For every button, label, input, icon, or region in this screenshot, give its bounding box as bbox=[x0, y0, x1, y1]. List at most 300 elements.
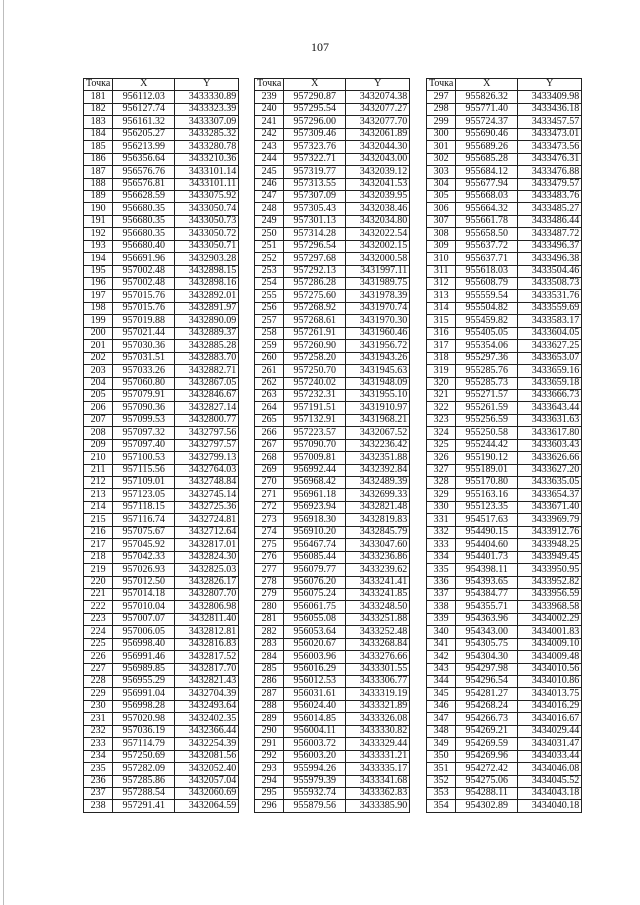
y-coordinate-cell: 3432392.84 bbox=[346, 464, 410, 476]
point-number-cell: 258 bbox=[255, 327, 284, 339]
header-x: X bbox=[113, 79, 175, 91]
table-row bbox=[84, 215, 239, 227]
table-row bbox=[427, 676, 582, 688]
point-number-cell: 201 bbox=[84, 340, 113, 352]
point-number-cell: 205 bbox=[84, 389, 113, 401]
table-row bbox=[84, 340, 239, 352]
y-coordinate-cell: 3433604.05 bbox=[518, 327, 582, 339]
point-number-cell: 335 bbox=[427, 564, 456, 576]
x-coordinate-cell: 954269.96 bbox=[456, 750, 518, 762]
x-coordinate-cell: 956955.29 bbox=[113, 676, 175, 688]
table-row bbox=[427, 713, 582, 725]
table-row bbox=[84, 228, 239, 240]
point-number-cell: 284 bbox=[255, 651, 284, 663]
x-coordinate-cell: 956055.08 bbox=[284, 613, 346, 625]
point-number-cell: 296 bbox=[255, 800, 284, 812]
x-coordinate-cell: 956680.35 bbox=[113, 228, 175, 240]
x-coordinate-cell: 955190.12 bbox=[456, 452, 518, 464]
point-number-cell: 204 bbox=[84, 377, 113, 389]
x-coordinate-cell: 955724.37 bbox=[456, 116, 518, 128]
x-coordinate-cell: 957291.41 bbox=[113, 800, 175, 812]
table-row bbox=[84, 265, 239, 277]
table-row bbox=[427, 402, 582, 414]
x-coordinate-cell: 957097.40 bbox=[113, 439, 175, 451]
x-coordinate-cell: 954355.71 bbox=[456, 601, 518, 613]
table-row bbox=[84, 676, 239, 688]
table-row bbox=[84, 489, 239, 501]
point-number-cell: 231 bbox=[84, 713, 113, 725]
table-row bbox=[427, 377, 582, 389]
point-number-cell: 338 bbox=[427, 601, 456, 613]
x-coordinate-cell: 957123.05 bbox=[113, 489, 175, 501]
point-number-cell: 224 bbox=[84, 626, 113, 638]
x-coordinate-cell: 957282.09 bbox=[113, 763, 175, 775]
y-coordinate-cell: 3432867.05 bbox=[175, 377, 239, 389]
point-number-cell: 249 bbox=[255, 215, 284, 227]
x-coordinate-cell: 957090.70 bbox=[284, 439, 346, 451]
y-coordinate-cell: 3433653.07 bbox=[518, 352, 582, 364]
y-coordinate-cell: 3433239.62 bbox=[346, 564, 410, 576]
table-row bbox=[84, 464, 239, 476]
x-coordinate-cell: 954363.96 bbox=[456, 613, 518, 625]
y-coordinate-cell: 3432074.38 bbox=[346, 91, 410, 103]
x-coordinate-cell: 954490.15 bbox=[456, 526, 518, 538]
x-coordinate-cell: 954281.27 bbox=[456, 688, 518, 700]
table-row bbox=[84, 315, 239, 327]
table-row bbox=[427, 302, 582, 314]
x-coordinate-cell: 955979.39 bbox=[284, 775, 346, 787]
y-coordinate-cell: 3432057.04 bbox=[175, 775, 239, 787]
y-coordinate-cell: 3433306.77 bbox=[346, 676, 410, 688]
x-coordinate-cell: 957015.76 bbox=[113, 290, 175, 302]
x-coordinate-cell: 957290.87 bbox=[284, 91, 346, 103]
point-number-cell: 353 bbox=[427, 787, 456, 799]
x-coordinate-cell: 957109.01 bbox=[113, 477, 175, 489]
x-coordinate-cell: 957099.53 bbox=[113, 414, 175, 426]
x-coordinate-cell: 957006.05 bbox=[113, 626, 175, 638]
point-number-cell: 350 bbox=[427, 750, 456, 762]
x-coordinate-cell: 954343.00 bbox=[456, 626, 518, 638]
table-row bbox=[255, 651, 410, 663]
x-coordinate-cell: 955163.16 bbox=[456, 489, 518, 501]
point-number-cell: 194 bbox=[84, 253, 113, 265]
point-number-cell: 262 bbox=[255, 377, 284, 389]
x-coordinate-cell: 954288.11 bbox=[456, 787, 518, 799]
table-row bbox=[84, 278, 239, 290]
table-row bbox=[84, 763, 239, 775]
table-row bbox=[427, 551, 582, 563]
table-row bbox=[84, 713, 239, 725]
y-coordinate-cell: 3432038.46 bbox=[346, 203, 410, 215]
point-number-cell: 237 bbox=[84, 787, 113, 799]
y-coordinate-cell: 3434002.29 bbox=[518, 613, 582, 625]
x-coordinate-cell: 957240.02 bbox=[284, 377, 346, 389]
x-coordinate-cell: 957258.20 bbox=[284, 352, 346, 364]
point-number-cell: 211 bbox=[84, 464, 113, 476]
y-coordinate-cell: 3432891.97 bbox=[175, 302, 239, 314]
table-row bbox=[84, 613, 239, 625]
table-row bbox=[255, 713, 410, 725]
table-row bbox=[427, 638, 582, 650]
y-coordinate-cell: 3432044.30 bbox=[346, 141, 410, 153]
point-number-cell: 278 bbox=[255, 576, 284, 588]
point-number-cell: 203 bbox=[84, 365, 113, 377]
table-row bbox=[427, 315, 582, 327]
x-coordinate-cell: 957115.56 bbox=[113, 464, 175, 476]
table-row bbox=[255, 91, 410, 103]
x-coordinate-cell: 955668.03 bbox=[456, 190, 518, 202]
y-coordinate-cell: 3432819.83 bbox=[346, 514, 410, 526]
point-number-cell: 272 bbox=[255, 501, 284, 513]
point-number-cell: 236 bbox=[84, 775, 113, 787]
y-coordinate-cell: 3431948.09 bbox=[346, 377, 410, 389]
point-number-cell: 191 bbox=[84, 215, 113, 227]
point-number-cell: 232 bbox=[84, 725, 113, 737]
y-coordinate-cell: 3432817.01 bbox=[175, 539, 239, 551]
point-number-cell: 230 bbox=[84, 700, 113, 712]
y-coordinate-cell: 3433326.08 bbox=[346, 713, 410, 725]
table-row bbox=[84, 738, 239, 750]
point-number-cell: 228 bbox=[84, 676, 113, 688]
y-coordinate-cell: 3433248.50 bbox=[346, 601, 410, 613]
x-coordinate-cell: 954517.63 bbox=[456, 514, 518, 526]
y-coordinate-cell: 3432236.42 bbox=[346, 439, 410, 451]
point-number-cell: 193 bbox=[84, 240, 113, 252]
table-row bbox=[84, 377, 239, 389]
x-coordinate-cell: 955504.82 bbox=[456, 302, 518, 314]
point-number-cell: 300 bbox=[427, 128, 456, 140]
y-coordinate-cell: 3431978.39 bbox=[346, 290, 410, 302]
table-row bbox=[84, 601, 239, 613]
table-row bbox=[255, 601, 410, 613]
x-coordinate-cell: 957301.13 bbox=[284, 215, 346, 227]
table-header-row bbox=[255, 79, 410, 91]
table-row bbox=[427, 452, 582, 464]
y-coordinate-cell: 3433268.84 bbox=[346, 638, 410, 650]
table-row bbox=[427, 365, 582, 377]
y-coordinate-cell: 3433331.21 bbox=[346, 750, 410, 762]
table-row bbox=[84, 775, 239, 787]
header-y: Y bbox=[175, 79, 239, 91]
table-row bbox=[84, 178, 239, 190]
point-number-cell: 208 bbox=[84, 427, 113, 439]
y-coordinate-cell: 3432764.03 bbox=[175, 464, 239, 476]
x-coordinate-cell: 956576.81 bbox=[113, 178, 175, 190]
y-coordinate-cell: 3433626.66 bbox=[518, 452, 582, 464]
table-row bbox=[427, 775, 582, 787]
x-coordinate-cell: 957268.92 bbox=[284, 302, 346, 314]
y-coordinate-cell: 3432022.54 bbox=[346, 228, 410, 240]
y-coordinate-cell: 3432885.28 bbox=[175, 340, 239, 352]
x-coordinate-cell: 955690.46 bbox=[456, 128, 518, 140]
table-row bbox=[84, 389, 239, 401]
table-row bbox=[427, 153, 582, 165]
x-coordinate-cell: 956053.64 bbox=[284, 626, 346, 638]
x-coordinate-cell: 955297.36 bbox=[456, 352, 518, 364]
y-coordinate-cell: 3433047.60 bbox=[346, 539, 410, 551]
y-coordinate-cell: 3432903.28 bbox=[175, 253, 239, 265]
point-number-cell: 314 bbox=[427, 302, 456, 314]
x-coordinate-cell: 956356.64 bbox=[113, 153, 175, 165]
point-number-cell: 223 bbox=[84, 613, 113, 625]
x-coordinate-cell: 955170.80 bbox=[456, 477, 518, 489]
x-coordinate-cell: 955637.72 bbox=[456, 240, 518, 252]
x-coordinate-cell: 957250.70 bbox=[284, 365, 346, 377]
table-row bbox=[255, 315, 410, 327]
x-coordinate-cell: 957118.15 bbox=[113, 501, 175, 513]
y-coordinate-cell: 3432821.43 bbox=[175, 676, 239, 688]
table-row bbox=[255, 663, 410, 675]
point-number-cell: 246 bbox=[255, 178, 284, 190]
y-coordinate-cell: 3432041.53 bbox=[346, 178, 410, 190]
x-coordinate-cell: 955932.74 bbox=[284, 787, 346, 799]
x-coordinate-cell: 957060.80 bbox=[113, 377, 175, 389]
x-coordinate-cell: 954401.73 bbox=[456, 551, 518, 563]
table-row bbox=[84, 651, 239, 663]
y-coordinate-cell: 3432797.56 bbox=[175, 427, 239, 439]
y-coordinate-cell: 3433241.85 bbox=[346, 588, 410, 600]
y-coordinate-cell: 3432883.70 bbox=[175, 352, 239, 364]
table-row bbox=[255, 700, 410, 712]
table-row bbox=[84, 128, 239, 140]
x-coordinate-cell: 956085.44 bbox=[284, 551, 346, 563]
x-coordinate-cell: 956680.40 bbox=[113, 240, 175, 252]
table-row bbox=[255, 352, 410, 364]
table-row bbox=[427, 601, 582, 613]
point-number-cell: 198 bbox=[84, 302, 113, 314]
y-coordinate-cell: 3434009.10 bbox=[518, 638, 582, 650]
point-number-cell: 343 bbox=[427, 663, 456, 675]
point-number-cell: 291 bbox=[255, 738, 284, 750]
table-row bbox=[84, 166, 239, 178]
y-coordinate-cell: 3432812.81 bbox=[175, 626, 239, 638]
y-coordinate-cell: 3433950.95 bbox=[518, 564, 582, 576]
y-coordinate-cell: 3432800.77 bbox=[175, 414, 239, 426]
point-number-cell: 235 bbox=[84, 763, 113, 775]
x-coordinate-cell: 957319.77 bbox=[284, 166, 346, 178]
x-coordinate-cell: 955661.78 bbox=[456, 215, 518, 227]
point-number-cell: 275 bbox=[255, 539, 284, 551]
y-coordinate-cell: 3433483.76 bbox=[518, 190, 582, 202]
table-row bbox=[255, 427, 410, 439]
x-coordinate-cell: 957232.31 bbox=[284, 389, 346, 401]
point-number-cell: 332 bbox=[427, 526, 456, 538]
y-coordinate-cell: 3434031.47 bbox=[518, 738, 582, 750]
table-row bbox=[255, 402, 410, 414]
x-coordinate-cell: 957079.91 bbox=[113, 389, 175, 401]
point-number-cell: 183 bbox=[84, 116, 113, 128]
point-number-cell: 286 bbox=[255, 676, 284, 688]
y-coordinate-cell: 3432704.39 bbox=[175, 688, 239, 700]
table-row bbox=[255, 638, 410, 650]
y-coordinate-cell: 3432825.03 bbox=[175, 564, 239, 576]
x-coordinate-cell: 957314.28 bbox=[284, 228, 346, 240]
x-coordinate-cell: 956576.76 bbox=[113, 166, 175, 178]
y-coordinate-cell: 3433330.82 bbox=[346, 725, 410, 737]
table-row bbox=[84, 501, 239, 513]
point-number-cell: 244 bbox=[255, 153, 284, 165]
y-coordinate-cell: 3433329.44 bbox=[346, 738, 410, 750]
point-number-cell: 192 bbox=[84, 228, 113, 240]
x-coordinate-cell: 956003.20 bbox=[284, 750, 346, 762]
x-coordinate-cell: 956020.67 bbox=[284, 638, 346, 650]
point-number-cell: 308 bbox=[427, 228, 456, 240]
point-number-cell: 184 bbox=[84, 128, 113, 140]
x-coordinate-cell: 957323.76 bbox=[284, 141, 346, 153]
point-number-cell: 261 bbox=[255, 365, 284, 377]
table-row bbox=[84, 153, 239, 165]
y-coordinate-cell: 3434016.29 bbox=[518, 700, 582, 712]
point-number-cell: 312 bbox=[427, 278, 456, 290]
x-coordinate-cell: 954269.21 bbox=[456, 725, 518, 737]
y-coordinate-cell: 3433912.76 bbox=[518, 526, 582, 538]
y-coordinate-cell: 3433476.31 bbox=[518, 153, 582, 165]
table-row bbox=[427, 750, 582, 762]
point-number-cell: 199 bbox=[84, 315, 113, 327]
table-row bbox=[84, 477, 239, 489]
table-row bbox=[84, 439, 239, 451]
x-coordinate-cell: 954296.54 bbox=[456, 676, 518, 688]
x-coordinate-cell: 957114.79 bbox=[113, 738, 175, 750]
point-number-cell: 240 bbox=[255, 103, 284, 115]
table-row bbox=[255, 103, 410, 115]
x-coordinate-cell: 956680.35 bbox=[113, 215, 175, 227]
x-coordinate-cell: 957191.51 bbox=[284, 402, 346, 414]
x-coordinate-cell: 955658.50 bbox=[456, 228, 518, 240]
x-coordinate-cell: 955559.54 bbox=[456, 290, 518, 302]
point-number-cell: 302 bbox=[427, 153, 456, 165]
point-number-cell: 270 bbox=[255, 477, 284, 489]
y-coordinate-cell: 3433659.18 bbox=[518, 377, 582, 389]
x-coordinate-cell: 957297.68 bbox=[284, 253, 346, 265]
y-coordinate-cell: 3432807.70 bbox=[175, 588, 239, 600]
point-number-cell: 352 bbox=[427, 775, 456, 787]
x-coordinate-cell: 957292.13 bbox=[284, 265, 346, 277]
x-coordinate-cell: 955405.05 bbox=[456, 327, 518, 339]
x-coordinate-cell: 957286.28 bbox=[284, 278, 346, 290]
point-number-cell: 187 bbox=[84, 166, 113, 178]
point-number-cell: 185 bbox=[84, 141, 113, 153]
x-coordinate-cell: 957014.18 bbox=[113, 588, 175, 600]
point-number-cell: 227 bbox=[84, 663, 113, 675]
point-number-cell: 225 bbox=[84, 638, 113, 650]
x-coordinate-cell: 955771.40 bbox=[456, 103, 518, 115]
point-number-cell: 229 bbox=[84, 688, 113, 700]
y-coordinate-cell: 3434033.44 bbox=[518, 750, 582, 762]
table-row bbox=[427, 763, 582, 775]
x-coordinate-cell: 954393.65 bbox=[456, 576, 518, 588]
x-coordinate-cell: 954305.75 bbox=[456, 638, 518, 650]
y-coordinate-cell: 3434040.18 bbox=[518, 800, 582, 812]
table-row bbox=[84, 526, 239, 538]
y-coordinate-cell: 3432892.01 bbox=[175, 290, 239, 302]
point-number-cell: 321 bbox=[427, 389, 456, 401]
point-number-cell: 260 bbox=[255, 352, 284, 364]
x-coordinate-cell: 956024.40 bbox=[284, 700, 346, 712]
x-coordinate-cell: 957020.98 bbox=[113, 713, 175, 725]
point-number-cell: 212 bbox=[84, 477, 113, 489]
y-coordinate-cell: 3433241.41 bbox=[346, 576, 410, 588]
point-number-cell: 301 bbox=[427, 141, 456, 153]
table-row bbox=[427, 439, 582, 451]
y-coordinate-cell: 3432064.59 bbox=[175, 800, 239, 812]
x-coordinate-cell: 957285.86 bbox=[113, 775, 175, 787]
y-coordinate-cell: 3432816.83 bbox=[175, 638, 239, 650]
x-coordinate-cell: 954398.11 bbox=[456, 564, 518, 576]
y-coordinate-cell: 3433050.72 bbox=[175, 228, 239, 240]
table-row bbox=[255, 278, 410, 290]
point-number-cell: 307 bbox=[427, 215, 456, 227]
table-row bbox=[84, 576, 239, 588]
point-number-cell: 182 bbox=[84, 103, 113, 115]
y-coordinate-cell: 3433321.89 bbox=[346, 700, 410, 712]
table-row bbox=[427, 626, 582, 638]
table-row bbox=[255, 489, 410, 501]
y-coordinate-cell: 3433627.20 bbox=[518, 464, 582, 476]
table-row bbox=[255, 539, 410, 551]
table-row bbox=[255, 253, 410, 265]
x-coordinate-cell: 957100.53 bbox=[113, 452, 175, 464]
x-coordinate-cell: 955684.12 bbox=[456, 166, 518, 178]
y-coordinate-cell: 3434016.67 bbox=[518, 713, 582, 725]
y-coordinate-cell: 3431970.74 bbox=[346, 302, 410, 314]
x-coordinate-cell: 957045.92 bbox=[113, 539, 175, 551]
y-coordinate-cell: 3433671.40 bbox=[518, 501, 582, 513]
table-header-row bbox=[427, 79, 582, 91]
x-coordinate-cell: 957009.81 bbox=[284, 452, 346, 464]
point-number-cell: 218 bbox=[84, 551, 113, 563]
x-coordinate-cell: 954297.98 bbox=[456, 663, 518, 675]
y-coordinate-cell: 3431970.30 bbox=[346, 315, 410, 327]
table-row bbox=[427, 389, 582, 401]
x-coordinate-cell: 956998.40 bbox=[113, 638, 175, 650]
header-y: Y bbox=[346, 79, 410, 91]
y-coordinate-cell: 3433362.83 bbox=[346, 787, 410, 799]
x-coordinate-cell: 956003.96 bbox=[284, 651, 346, 663]
x-coordinate-cell: 957010.04 bbox=[113, 601, 175, 613]
point-number-cell: 222 bbox=[84, 601, 113, 613]
y-coordinate-cell: 3432817.70 bbox=[175, 663, 239, 675]
y-coordinate-cell: 3432712.64 bbox=[175, 526, 239, 538]
point-number-cell: 340 bbox=[427, 626, 456, 638]
table-row bbox=[427, 539, 582, 551]
point-number-cell: 255 bbox=[255, 290, 284, 302]
table-row bbox=[427, 240, 582, 252]
point-number-cell: 214 bbox=[84, 501, 113, 513]
x-coordinate-cell: 955637.71 bbox=[456, 253, 518, 265]
x-coordinate-cell: 955271.57 bbox=[456, 389, 518, 401]
point-number-cell: 196 bbox=[84, 278, 113, 290]
point-number-cell: 250 bbox=[255, 228, 284, 240]
y-coordinate-cell: 3433436.18 bbox=[518, 103, 582, 115]
x-coordinate-cell: 956161.32 bbox=[113, 116, 175, 128]
x-coordinate-cell: 956992.44 bbox=[284, 464, 346, 476]
table-row bbox=[427, 91, 582, 103]
y-coordinate-cell: 3433050.73 bbox=[175, 215, 239, 227]
table-row bbox=[84, 539, 239, 551]
point-number-cell: 268 bbox=[255, 452, 284, 464]
point-number-cell: 220 bbox=[84, 576, 113, 588]
y-coordinate-cell: 3433603.43 bbox=[518, 439, 582, 451]
table-row bbox=[427, 588, 582, 600]
table-row bbox=[255, 576, 410, 588]
x-coordinate-cell: 957090.36 bbox=[113, 402, 175, 414]
x-coordinate-cell: 957019.88 bbox=[113, 315, 175, 327]
table-row bbox=[84, 414, 239, 426]
point-number-cell: 305 bbox=[427, 190, 456, 202]
x-coordinate-cell: 956205.27 bbox=[113, 128, 175, 140]
x-coordinate-cell: 954272.42 bbox=[456, 763, 518, 775]
